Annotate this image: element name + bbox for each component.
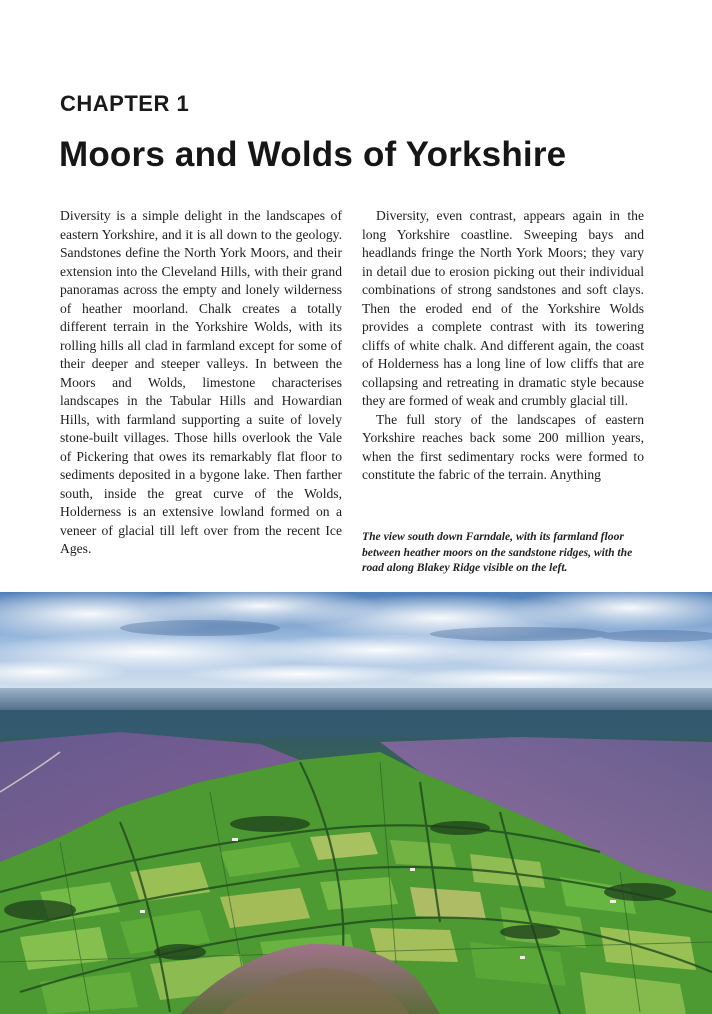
- body-column-left: [60, 207, 342, 559]
- body-paragraph: Diversity, even contrast, appears again in the long Yorkshire coastline. Sweeping bays and headlands fringe the North York Moors; they vary in detail due to erosion picking out their individual combinations of strong sandstones and soft clays. Then the eroded end of the Yorkshire Wolds provides a complete contrast with its towering cliffs of white chalk. And different again, the coast of Holderness has a long line of low cliffs that are collapsing and retreating in dramatic style because they are formed of weak and crumbly glacial till.: [362, 208, 644, 408]
- photo-caption: The view south down Farndale, with its farmland floor between heather moors on the sandstone ridges, with the road along Blakey Ridge visible on the left.: [362, 530, 633, 574]
- chapter-title: Moors and Wolds of Yorkshire: [59, 135, 567, 174]
- body-paragraph: Diversity is a simple delight in the landscapes of eastern Yorkshire, and it is all down to the geology. Sandstones define the North York Moors, and their extension into the Cleveland Hills, with their grand panoramas across the empty and lonely wilderness of heather moorland. Chalk creates a totally different terrain in the Yorkshire Wolds, with its rolling hills all clad in farmland except for some of their deeper and steeper valleys. In between the Moors and Wolds, limestone characterises landscapes in the Tabular Hills and Howardian Hills, with farmland supporting a suite of lovely stone-built villages. Those hills overlook the Vale of Pickering that owes its remarkably flat floor to sediments deposited in a bygone lake. Then farther south, inside the great curve of the Wolds, Holderness is an extensive lowland formed on a veneer of glacial till left over from the recent Ice Ages.: [60, 208, 342, 556]
- farndale-aerial-image: [0, 592, 712, 1014]
- body-paragraph: The full story of the landscapes of eastern Yorkshire reaches back some 200 million years, when the first sedimentary rocks were formed to constitute the fabric of the terrain. Anything: [362, 411, 644, 482]
- chapter-label: CHAPTER 1: [60, 91, 190, 116]
- landscape-photo: [0, 592, 712, 1014]
- body-column-right-text: [362, 207, 644, 503]
- clouds: [0, 592, 712, 688]
- body-column-right: [362, 207, 644, 503]
